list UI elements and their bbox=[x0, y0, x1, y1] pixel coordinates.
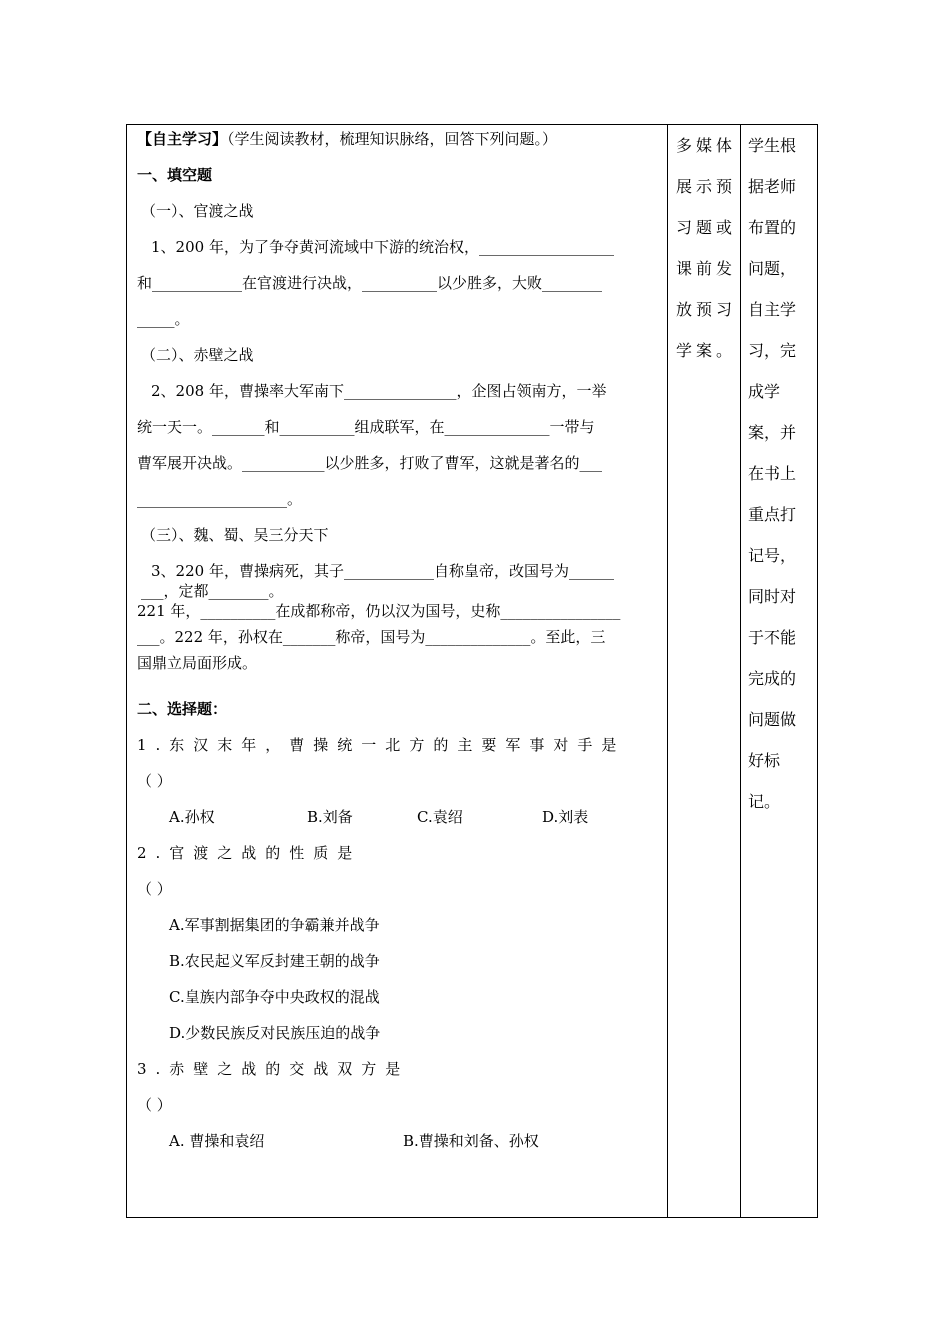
q3-line1: 3、220 年，曹操病死，其子____________自称皇帝，改国号为______ bbox=[151, 562, 614, 580]
student-line: 据老师 bbox=[748, 177, 797, 196]
teacher-line: 习题或 bbox=[676, 218, 737, 237]
part1-title: （一）、官渡之战 bbox=[141, 202, 254, 220]
choice3-paren: （ ） bbox=[137, 1096, 172, 1114]
choice2-option-a: A.军事割据集团的争霸兼并战争 bbox=[169, 916, 380, 934]
choice2-option-b: B.农民起义军反封建王朝的战争 bbox=[169, 952, 380, 970]
q2-line4: ____________________。 bbox=[137, 490, 303, 508]
self-study-column bbox=[127, 125, 668, 1218]
choice3-options bbox=[137, 1131, 659, 1151]
student-line: 好标 bbox=[748, 751, 781, 770]
q1-line1: 1、200 年，为了争夺黄河流域中下游的统治权，__________________ bbox=[151, 238, 614, 256]
student-line: 自主学 bbox=[748, 300, 797, 319]
q3-line5: 国鼎立局面形成。 bbox=[137, 654, 258, 672]
choice1-option-b: B.刘备 bbox=[307, 808, 353, 826]
choice2-option-c: C.皇族内部争夺中央政权的混战 bbox=[169, 988, 380, 1006]
lesson-plan-table bbox=[126, 124, 818, 1218]
choice-title: 二、选择题： bbox=[137, 700, 228, 718]
teacher-activity-column bbox=[668, 125, 741, 1218]
student-line: 布置的 bbox=[748, 218, 797, 237]
student-line: 同时对 bbox=[748, 587, 797, 606]
heading-note: （学生阅读教材，梳理知识脉络，回答下列问题。） bbox=[227, 130, 558, 148]
student-line: 学生根 bbox=[748, 136, 797, 155]
student-line: 问题做 bbox=[748, 710, 797, 729]
q1-line3: _____。 bbox=[137, 310, 190, 328]
q3-line4: ___。222 年，孙权在_______称帝，国号为______________。至此，三 bbox=[137, 628, 606, 646]
q1-line2: 和____________在官渡进行决战，__________以少胜多，大败________ bbox=[137, 274, 603, 292]
heading-bold: 【自主学习】 bbox=[137, 130, 228, 148]
part2-title: （二）、赤壁之战 bbox=[141, 346, 254, 364]
choice2-option-d: D.少数民族反对民族压迫的战争 bbox=[169, 1024, 381, 1042]
q2-line2: 统一天一。_______和__________组成联军，在______________一带与 bbox=[137, 418, 595, 436]
q2-line3: 曹军展开决战。___________以少胜多，打败了曹军，这就是著名的___ bbox=[137, 454, 603, 472]
student-line: 案，并 bbox=[748, 423, 797, 442]
choice1-question: 1.东汉末年，曹操统一北方的主要军事对手是 bbox=[137, 736, 626, 754]
student-line: 成学 bbox=[748, 382, 781, 401]
choice1-options bbox=[137, 807, 659, 827]
choice3-option-a: A. 曹操和袁绍 bbox=[169, 1132, 265, 1150]
student-line: 习，完 bbox=[748, 341, 797, 360]
q3-line2: ___，定都________。 bbox=[141, 582, 284, 600]
q2-line1: 2、208 年，曹操率大军南下_______________，企图占领南方，一举 bbox=[151, 382, 607, 400]
student-line: 完成的 bbox=[748, 669, 797, 688]
teacher-line: 多媒体 bbox=[676, 136, 737, 155]
choice1-option-a: A.孙权 bbox=[169, 808, 215, 826]
choice3-option-b: B.曹操和刘备、孙权 bbox=[403, 1132, 539, 1150]
student-line: 于不能 bbox=[748, 628, 797, 647]
choice2-question: 2.官渡之战的性质是 bbox=[137, 844, 362, 862]
student-line: 问题， bbox=[748, 259, 797, 278]
choice1-paren: （ ） bbox=[137, 772, 172, 790]
fill-blank-title: 一、填空题 bbox=[137, 166, 213, 184]
q3-line3: 221 年，__________在成都称帝，仍以汉为国号，史称________________ bbox=[137, 602, 621, 620]
part3-title: （三）、魏、蜀、吴三分天下 bbox=[141, 526, 329, 544]
choice2-paren: （ ） bbox=[137, 880, 172, 898]
teacher-line: 展示预 bbox=[676, 177, 737, 196]
teacher-line: 学案。 bbox=[676, 341, 737, 360]
student-activity-column bbox=[741, 125, 818, 1218]
teacher-line: 课前发 bbox=[676, 259, 737, 278]
choice1-option-d: D.刘表 bbox=[542, 808, 589, 826]
student-line: 记。 bbox=[748, 792, 781, 811]
section-heading bbox=[137, 129, 659, 149]
student-line: 记号， bbox=[748, 546, 797, 565]
student-line: 在书上 bbox=[748, 464, 797, 483]
student-line: 重点打 bbox=[748, 505, 797, 524]
teacher-line: 放预习 bbox=[676, 300, 737, 319]
choice1-option-c: C.袁绍 bbox=[417, 808, 463, 826]
choice3-question: 3.赤壁之战的交战双方是 bbox=[137, 1060, 410, 1078]
